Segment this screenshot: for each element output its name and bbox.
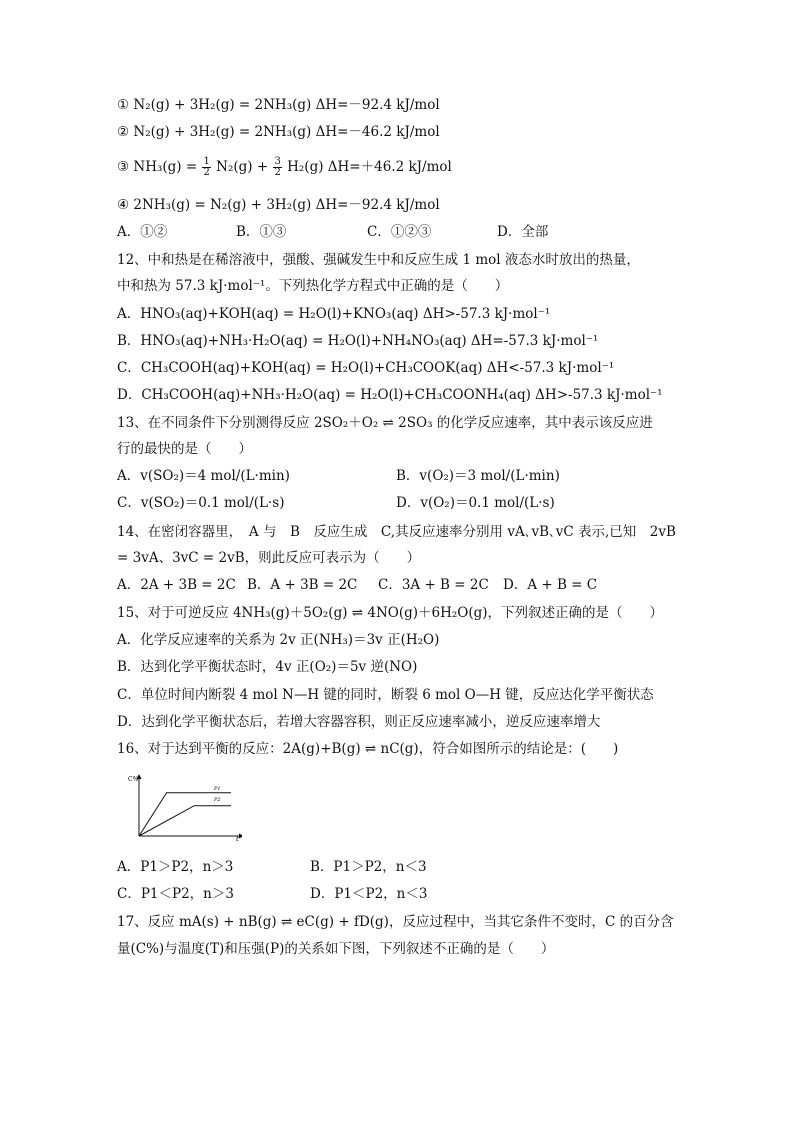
q16-chart [122,770,242,842]
q15-option-a: A．化学反应速率的关系为 2v 正(NH₃)＝3v 正(H₂O) [117,632,440,648]
q12-stem-line2: 中和热为 57.3 kJ·mol⁻¹。下列热化学方程式中正确的是（ ） [117,278,509,294]
equation-3-suffix: H₂(g) ΔH=＋46.2 kJ/mol [287,159,452,175]
legend-p1-label: P1 [214,786,221,792]
equation-2: ② N₂(g) + 3H₂(g) = 2NH₃(g) ΔH=－46.2 kJ/mol [117,124,440,140]
q16-option-b: B．P1＞P2，n＜3 [310,859,427,875]
fraction-numerator: 3 [274,156,281,167]
q13-stem-line1: 13、在不同条件下分别测得反应 2SO₂＋O₂ ⇌ 2SO₃ 的化学反应速率，其中表示该反应进 [117,415,653,431]
q14-stem-line1: 14、在密闭容器里， A 与 B 反应生成 C,其反应速率分别用 vA､vB､vC 表示,已知 2vB [117,524,676,540]
q14-option-c: C．3A + B = 2C [378,577,489,593]
q12-option-b: B．HNO₃(aq)+NH₃·H₂O(aq) = H₂O(l)+NH₄NO₃(aq) ΔH=-57.3 kJ·mol⁻¹ [117,333,599,349]
legend-p2-label: P2 [214,797,221,803]
equation-3-mid: N₂(g) + [216,159,269,175]
equation-3-prefix: ③ NH₃(g) = [117,159,198,175]
q12-stem-line1: 12、中和热是在稀溶液中，强酸、强碱发生中和反应生成 1 mol 液态水时放出的热量， [117,252,640,268]
q17-stem-line1: 17、反应 mA(s) + nB(g) ⇌ eC(g) + fD(g)，反应过程中，当其它条件不变时，C 的百分含 [117,914,674,930]
q15-option-b: B．达到化学平衡状态时，4v 正(O₂)＝5v 逆(NO) [117,659,418,675]
q11-option-c: C．①②③ [367,224,432,240]
q17-stem-line2: 量(C%)与温度(T)和压强(P)的关系如下图，下列叙述不正确的是（ ） [117,941,555,957]
q13-option-b: B．v(O₂)＝3 mol/(L·min) [396,468,560,484]
series-line-p2 [139,806,231,836]
q12-option-c: C．CH₃COOH(aq)+KOH(aq) = H₂O(l)+CH₃COOK(aq) ΔH<-57.3 kJ·mol⁻¹ [117,360,615,376]
equation-3 [117,152,452,182]
q12-option-a: A．HNO₃(aq)+KOH(aq) = H₂O(l)+KNO₃(aq) ΔH>-57.3 kJ·mol⁻¹ [117,306,551,322]
x-axis-label: t [236,835,239,842]
q15-option-c: C．单位时间内断裂 4 mol N—H 键的同时，断裂 6 mol O—H 键，反应达化学平衡状态 [117,687,654,703]
fraction-numerator: 1 [203,156,210,167]
q11-option-d: D．全部 [497,224,549,240]
q14-option-d: D．A + B = C [503,577,598,593]
q16-option-d: D．P1＜P2，n＜3 [310,886,428,902]
q14-stem-line2: = 3vA、3vC = 2vB，则此反应可表示为（ ） [117,550,421,566]
q11-option-a: A．①② [117,224,168,240]
q12-option-d: D．CH₃COOH(aq)+NH₃·H₂O(aq) = H₂O(l)+CH₃COONH₄(aq) ΔH>-57.3 kJ·mol⁻¹ [117,387,663,403]
q15-stem: 15、对于可逆反应 4NH₃(g)＋5O₂(g) ⇌ 4NO(g)＋6H₂O(g)，下列叙述正确的是（ ） [117,605,664,621]
chart-plot-area [137,774,243,839]
fraction-denominator: 2 [274,167,281,178]
q13-option-a: A．v(SO₂)＝4 mol/(L·min) [117,468,290,484]
q14-option-a: A．2A + 3B = 2C [117,577,236,593]
q13-option-c: C．v(SO₂)＝0.1 mol/(L·s) [117,495,285,511]
q15-option-d: D．达到化学平衡状态后，若增大容器容积，则正反应速率减小，逆反应速率增大 [117,714,601,730]
q11-option-b: B．①③ [236,224,287,240]
q16-option-c: C．P1＜P2，n＞3 [117,886,234,902]
x-axis-arrow-icon [239,834,242,839]
q14-option-b: B．A + 3B = 2C [247,577,358,593]
q16-stem: 16、对于达到平衡的反应：2A(g)+B(g) ⇌ nC(g)，符合如图所示的结论是：( ) [117,741,619,757]
fraction-three-halves [273,157,281,178]
fraction-one-half [202,157,210,178]
y-axis-label: C% [128,776,139,783]
q13-option-d: D．v(O₂)＝0.1 mol/(L·s) [396,495,555,511]
q13-stem-line2: 行的最快的是（ ） [117,441,252,457]
fraction-denominator: 2 [203,167,210,178]
equation-4: ④ 2NH₃(g) = N₂(g) + 3H₂(g) ΔH=－92.4 kJ/mol [117,197,440,213]
q16-option-a: A．P1＞P2，n＞3 [117,859,234,875]
equation-1: ① N₂(g) + 3H₂(g) = 2NH₃(g) ΔH=－92.4 kJ/mol [117,97,440,113]
